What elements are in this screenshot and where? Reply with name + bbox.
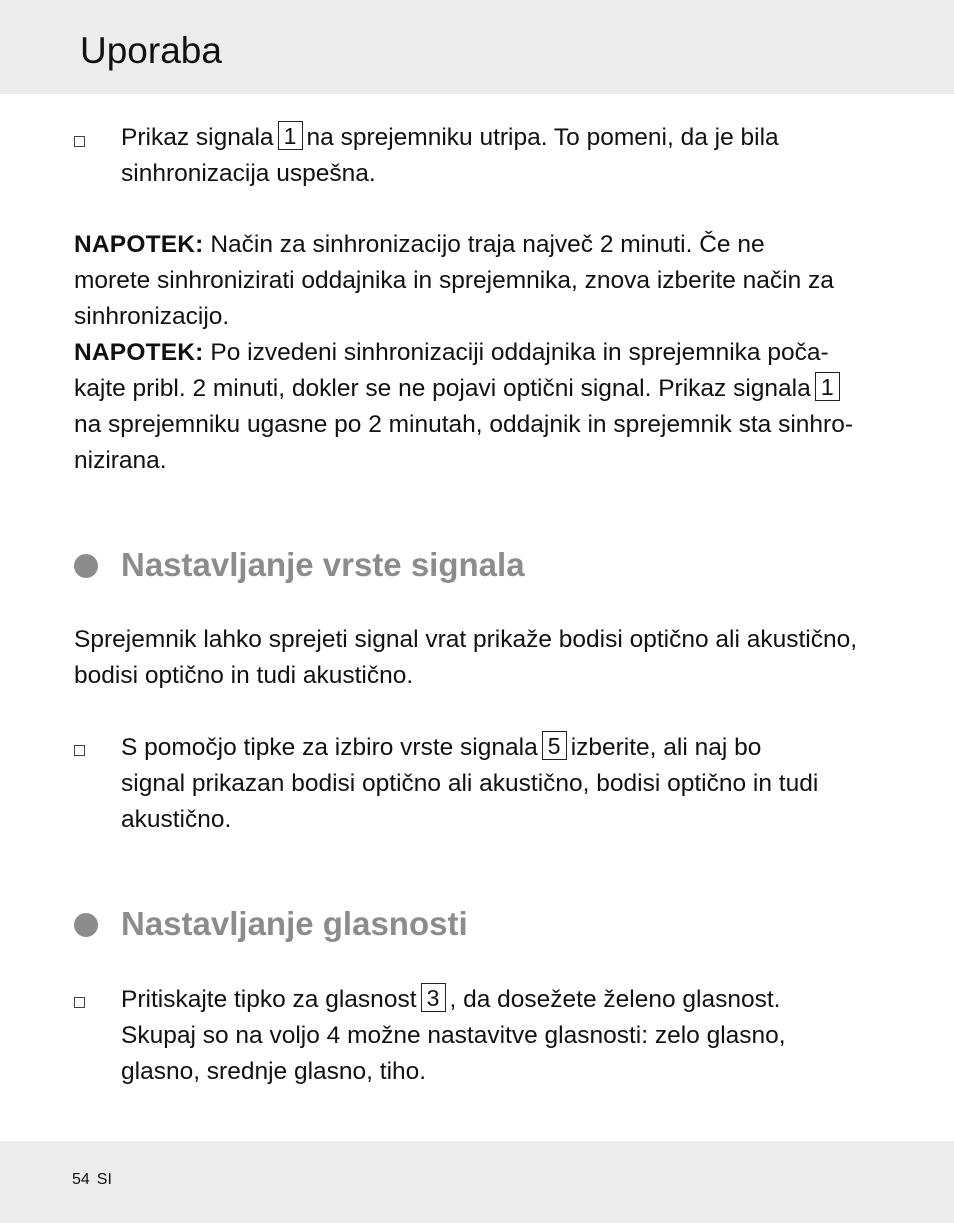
note2-line1: Po izvedeni sinhronizaciji oddajnika in sprejemnika poča-	[210, 339, 829, 366]
s2-bullet-before: Pritiskajte tipko za glasnost	[121, 986, 417, 1013]
s1-bullet-after: izberite, ali naj bo	[570, 734, 762, 761]
note-paragraph-2	[74, 335, 853, 479]
note-label: NAPOTEK:	[74, 231, 204, 258]
section-bullet-icon	[74, 554, 98, 578]
section-bullet-icon	[74, 913, 98, 937]
bullet-square-icon	[74, 997, 85, 1008]
signal-type-paragraph	[74, 622, 857, 694]
reference-box: 1	[278, 121, 303, 150]
bullet-square-icon	[74, 745, 85, 756]
footer-band	[0, 1141, 954, 1223]
section-heading-volume: Nastavljanje glasnosti	[121, 905, 468, 942]
s1-para-line2: bodisi optično in tudi akustično.	[74, 662, 414, 689]
note1-line2: morete sinhronizirati oddajnika in sprejemnika, znova izberite način za	[74, 267, 834, 294]
page-title: Uporaba	[80, 30, 222, 71]
language-code: SI	[96, 1171, 112, 1188]
bullet-paragraph-sync	[121, 120, 779, 192]
reference-box: 5	[542, 731, 567, 760]
s1-para-line1: Sprejemnik lahko sprejeti signal vrat prikaže bodisi optično ali akustično,	[74, 626, 858, 653]
p1-line2: sinhronizacija uspešna.	[121, 160, 376, 187]
s1-bullet-before: S pomočjo tipke za izbiro vrste signala	[121, 734, 538, 761]
note2-line3: na sprejemniku ugasne po 2 minutah, oddajnik in sprejemnik sta sinhro-	[74, 411, 853, 438]
s2-bullet-after: , da dosežete želeno glasnost.	[449, 986, 781, 1013]
s2-bullet-line3: glasno, srednje glasno, tiho.	[121, 1058, 427, 1085]
s1-bullet-line2: signal prikazan bodisi optično ali akustično, bodisi optično in tudi	[121, 770, 819, 797]
note2-line4: nizirana.	[74, 447, 167, 474]
section-heading-signal-type: Nastavljanje vrste signala	[121, 546, 525, 583]
reference-box: 1	[815, 372, 840, 401]
note-paragraph-1	[74, 227, 834, 335]
reference-box: 3	[421, 983, 446, 1012]
bullet-paragraph-signal-type	[121, 730, 818, 838]
bullet-paragraph-volume	[121, 982, 786, 1090]
note2-line2: kajte pribl. 2 minuti, dokler se ne pojavi optični signal. Prikaz signala	[74, 375, 811, 402]
bullet-square-icon	[74, 136, 85, 147]
note1-line3: sinhronizacijo.	[74, 303, 230, 330]
note-label: NAPOTEK:	[74, 339, 204, 366]
p1-before: Prikaz signala	[121, 124, 274, 151]
p1-after: na sprejemniku utripa. To pomeni, da je bila	[306, 124, 779, 151]
note1-line1: Način za sinhronizacijo traja največ 2 minuti. Če ne	[210, 231, 765, 258]
page-number: 54	[72, 1171, 90, 1188]
s2-bullet-line2: Skupaj so na voljo 4 možne nastavitve glasnosti: zelo glasno,	[121, 1022, 786, 1049]
page-footer	[72, 1171, 119, 1189]
s1-bullet-line3: akustično.	[121, 806, 232, 833]
